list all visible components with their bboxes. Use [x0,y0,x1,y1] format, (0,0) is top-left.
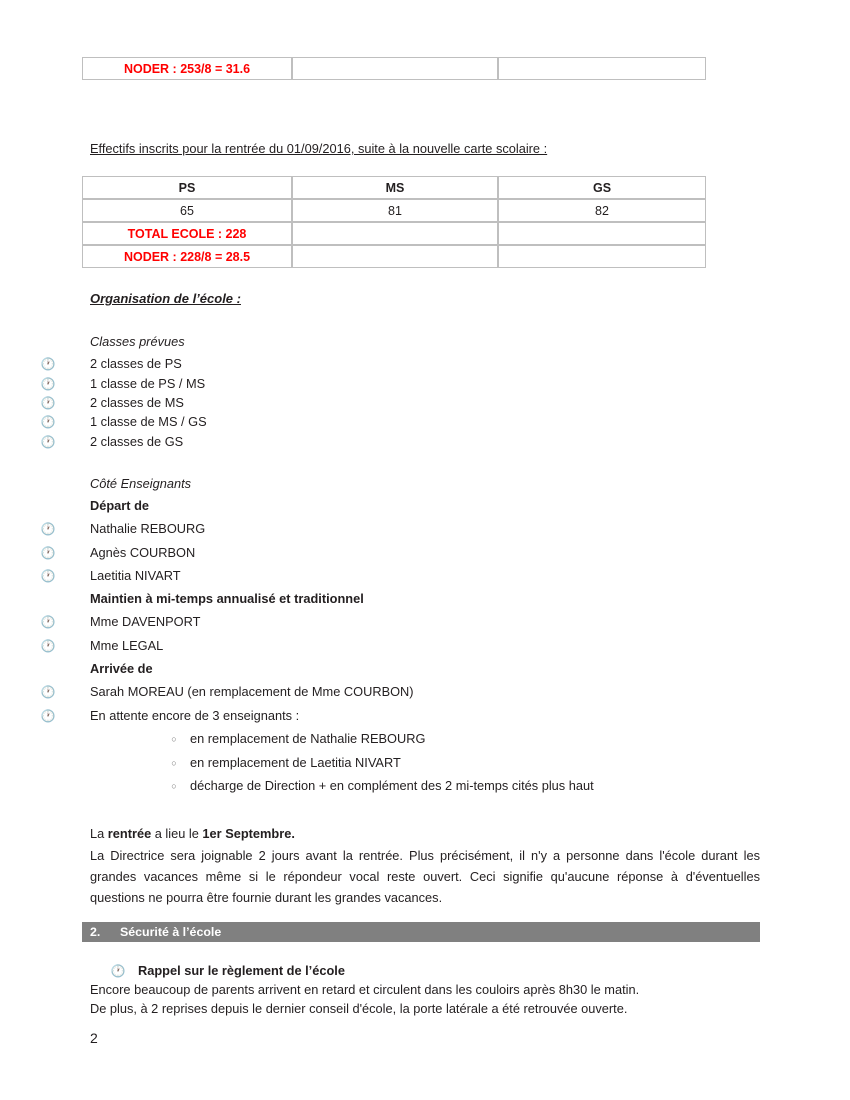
rappel-label: Rappel sur le règlement de l’école [138,963,345,978]
list-item [40,683,740,702]
clock-icon: 🕐 [40,522,56,536]
table-header-ps: PS [82,176,292,199]
table-cell-ms-count: 81 [292,199,498,222]
securite-line-1: Encore beaucoup de parents arrivent en retard et circulent dans les couloirs après 8h30 le matin. [90,982,640,997]
sub-list-item [168,777,768,800]
list-item [40,375,740,394]
clock-icon: 🕐 [40,415,56,429]
clock-icon: 🕐 [40,546,56,560]
table-cell-noder: NODER : 228/8 = 28.5 [82,245,292,268]
classes-prevues-heading: Classes prévues [90,334,185,349]
effectifs-table [82,176,706,268]
list-item-label: Laetitia NIVART [90,568,181,583]
clock-icon: 🕐 [40,709,56,723]
list-item-label: 1 classe de PS / MS [90,376,206,391]
table-header-gs: GS [498,176,706,199]
sub-list-item [168,730,768,753]
list-item-label: 2 classes de PS [90,356,182,371]
section-header-bar [82,922,760,942]
clock-icon: 🕐 [40,639,56,653]
list-item [40,355,740,374]
heading-effectifs: Effectifs inscrits pour la rentrée du 01/09/2016, suite à la nouvelle carte scolaire : [90,141,548,156]
table-body [82,57,706,80]
table-row [82,199,706,222]
rentree-line [90,823,760,844]
clock-icon: 🕐 [40,569,56,583]
table-cell-gs-count: 82 [498,199,706,222]
securite-line-2: De plus, à 2 reprises depuis le dernier conseil d'école, la porte latérale a été retrouvée ouverte. [90,1001,628,1016]
list-item [40,637,740,656]
list-item [40,433,740,452]
page-number: 2 [90,1030,98,1046]
clock-icon: 🕐 [40,615,56,629]
table-header-row [82,176,706,199]
clock-icon: 🕐 [110,964,126,978]
circle-bullet-icon: ○ [171,758,177,768]
table-row [82,222,706,245]
arrivee-de-heading: Arrivée de [90,661,153,676]
list-item-label: Nathalie REBOURG [90,521,206,536]
table-cell-empty [498,57,706,80]
list-item [40,394,740,413]
table-cell-empty [498,222,706,245]
list-item [40,613,740,632]
directrice-paragraph: La Directrice sera joignable 2 jours avant la rentrée. Plus précisément, il n'y a personne dans l'école durant les grandes vacances même si le répondeur vocal reste ouvert. Ceci signifie qu'aucune réponse à d'éventuelles questions ne pourra être fournie durant les grandes vacances. [90,848,760,905]
organisation-title: Organisation de l’école : [90,291,241,306]
table-row [82,245,706,268]
table-header-ms: MS [292,176,498,199]
sub-list-item-label: en remplacement de Nathalie REBOURG [190,731,426,746]
table-cell-empty [292,222,498,245]
section-number: 2. [90,925,101,939]
rentree-bold-2: 1er Septembre. [202,826,295,841]
list-item-label: Sarah MOREAU (en remplacement de Mme COURBON) [90,684,414,699]
circle-bullet-icon: ○ [171,734,177,744]
list-item [40,707,740,726]
sub-list-item [168,754,768,777]
list-item [40,544,740,563]
rentree-prefix: La [90,826,108,841]
list-item-label: 2 classes de GS [90,434,184,449]
list-item [40,567,740,586]
table-row [82,57,706,80]
sub-list-item-label: en remplacement de Laetitia NIVART [190,755,401,770]
clock-icon: 🕐 [40,357,56,371]
table-cell-empty [292,57,498,80]
circle-bullet-icon: ○ [171,781,177,791]
table-cell-empty [498,245,706,268]
cote-enseignants-heading: Côté Enseignants [90,476,192,491]
table-cell-empty [292,245,498,268]
table-cell-ps-count: 65 [82,199,292,222]
sub-list-item-label: décharge de Direction + en complément des 2 mi-temps cités plus haut [190,778,594,793]
rentree-mid: a lieu le [151,826,203,841]
list-item-label: 1 classe de MS / GS [90,414,207,429]
maintien-heading: Maintien à mi-temps annualisé et traditionnel [90,591,364,606]
table-cell-noder: NODER : 253/8 = 31.6 [82,57,292,80]
table-body [82,176,706,268]
list-item-label: Mme DAVENPORT [90,614,201,629]
list-item [40,520,740,539]
table-cell-total-ecole: TOTAL ECOLE : 228 [82,222,292,245]
clock-icon: 🕐 [40,435,56,449]
list-item-label: Mme LEGAL [90,638,164,653]
list-item-label: En attente encore de 3 enseignants : [90,708,300,723]
section-title: Sécurité à l’école [120,925,222,939]
list-item [40,413,740,432]
noder-top-table [82,57,706,80]
list-item-label: Agnès COURBON [90,545,196,560]
clock-icon: 🕐 [40,685,56,699]
rentree-bold-1: rentrée [107,826,152,841]
clock-icon: 🕐 [40,377,56,391]
depart-de-heading: Départ de [90,498,150,513]
clock-icon: 🕐 [40,396,56,410]
list-item-label: 2 classes de MS [90,395,184,410]
